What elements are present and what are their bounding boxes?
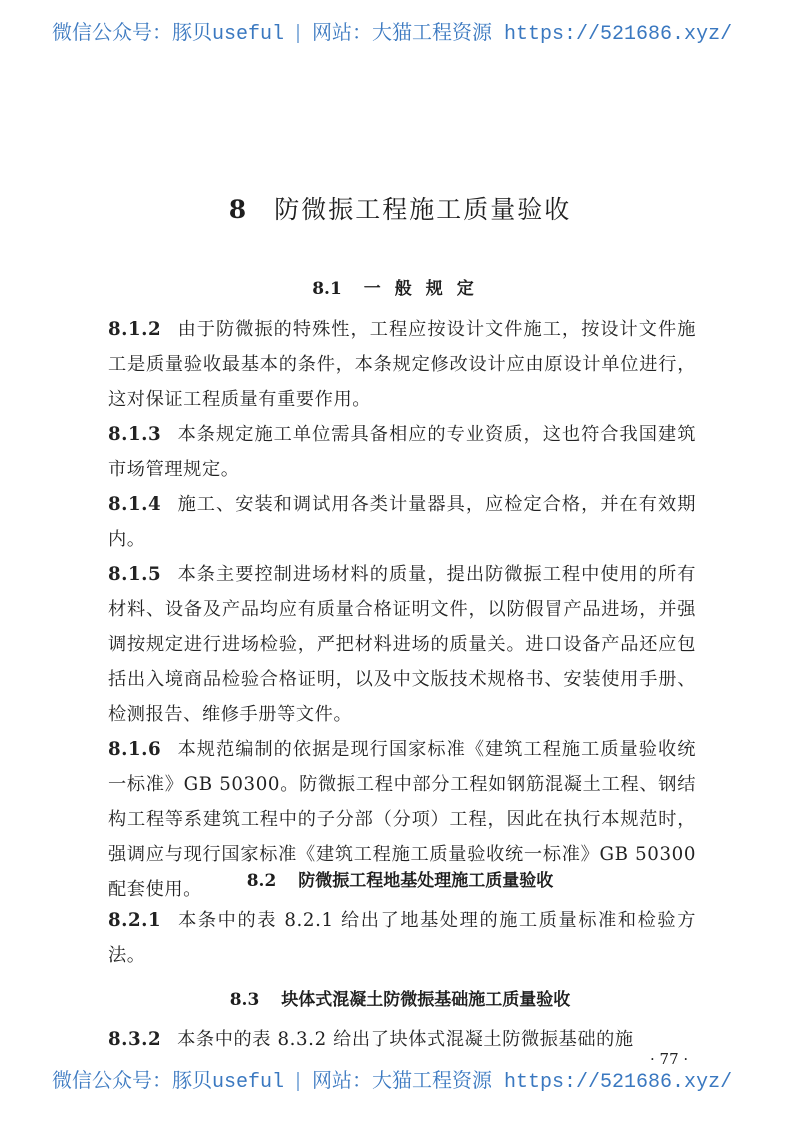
watermark-header bbox=[52, 16, 772, 46]
section-number: 8.1 bbox=[312, 279, 342, 299]
clause-number: 8.3.2 bbox=[108, 1029, 162, 1050]
clause-8-2-1 bbox=[108, 903, 696, 973]
clause-8-3-2 bbox=[108, 1022, 696, 1057]
clause-number: 8.1.3 bbox=[108, 424, 162, 445]
clause-8-1-4 bbox=[108, 487, 696, 557]
watermark-website: 网站：大猫工程资源 https://521686.xyz/ bbox=[312, 1071, 733, 1094]
watermark-wechat: 微信公众号：豚贝useful bbox=[52, 1071, 285, 1094]
section-number: 8.2 bbox=[246, 871, 277, 891]
chapter-title-text: 防微振工程施工质量验收 bbox=[274, 195, 572, 224]
clause-number: 8.2.1 bbox=[108, 910, 162, 931]
section-8-2-body bbox=[108, 903, 696, 973]
clause-text: 由于防微振的特殊性，工程应按设计文件施工，按设计文件施工是质量验收最基本的条件，本条规定修改设计应由原设计单位进行，这对保证工程质量有重要作用。 bbox=[108, 319, 696, 410]
clause-8-1-5 bbox=[108, 557, 696, 732]
watermark-separator: | bbox=[292, 23, 305, 46]
clause-text: 本条规定施工单位需具备相应的专业资质，这也符合我国建筑市场管理规定。 bbox=[108, 424, 696, 480]
clause-8-1-2 bbox=[108, 312, 696, 417]
section-title-8-2 bbox=[0, 866, 800, 891]
section-title-text: 一般规定 bbox=[363, 279, 488, 299]
watermark-website: 网站：大猫工程资源 https://521686.xyz/ bbox=[312, 23, 733, 46]
section-number: 8.3 bbox=[229, 990, 260, 1010]
clause-text: 施工、安装和调试用各类计量器具，应检定合格，并在有效期内。 bbox=[108, 494, 696, 550]
section-8-3-body bbox=[108, 1022, 696, 1057]
section-title-text: 防微振工程地基处理施工质量验收 bbox=[298, 871, 554, 891]
page-number: · 77 · bbox=[650, 1050, 689, 1068]
clause-text: 本条主要控制进场材料的质量，提出防微振工程中使用的所有材料、设备及产品均应有质量合格证明文件，以防假冒产品进场，并强调按规定进行进场检验，严把材料进场的质量关。进口设备产品还应包括出入境商品检验合格证明，以及中文版技术规格书、安装使用手册、检测报告、维修手册等文件。 bbox=[108, 564, 696, 725]
clause-8-1-3 bbox=[108, 417, 696, 487]
watermark-wechat: 微信公众号：豚贝useful bbox=[52, 23, 285, 46]
clause-text: 本条中的表 8.2.1 给出了地基处理的施工质量标准和检验方法。 bbox=[108, 910, 696, 966]
watermark-separator: | bbox=[292, 1071, 305, 1094]
clause-number: 8.1.5 bbox=[108, 564, 162, 585]
section-8-1-body bbox=[108, 312, 696, 907]
chapter-title bbox=[0, 190, 800, 226]
chapter-number: 8 bbox=[228, 195, 249, 224]
clause-number: 8.1.6 bbox=[108, 739, 162, 760]
clause-number: 8.1.4 bbox=[108, 494, 162, 515]
section-title-text: 块体式混凝土防微振基础施工质量验收 bbox=[281, 990, 571, 1010]
clause-text: 本条中的表 8.3.2 给出了块体式混凝土防微振基础的施 bbox=[177, 1029, 634, 1050]
section-title-8-1 bbox=[0, 274, 800, 299]
clause-text: 本规范编制的依据是现行国家标准《建筑工程施工质量验收统一标准》GB 50300。防微振工程中部分工程如钢筋混凝土工程、钢结构工程等系建筑工程中的子分部（分项）工程，因此在执行本规范时，强调应与现行国家标准《建筑工程施工质量验收统一标准》GB 50300 配套使用。 bbox=[108, 739, 696, 900]
clause-number: 8.1.2 bbox=[108, 319, 162, 340]
section-title-8-3 bbox=[0, 985, 800, 1010]
watermark-footer bbox=[52, 1064, 772, 1094]
